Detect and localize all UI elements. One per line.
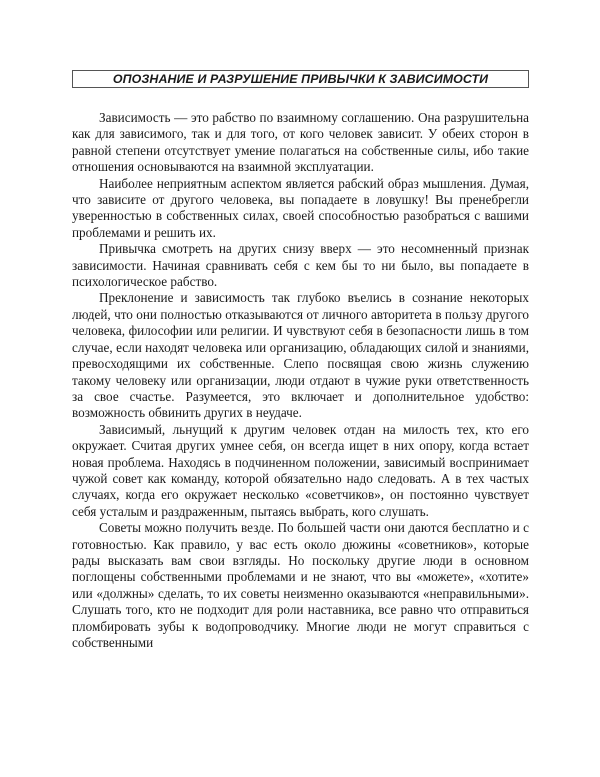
paragraph: Привычка смотреть на других снизу вверх — это несомненный признак зависимости. Начиная сравнивать себя с кем бы то ни было, вы попадаете в психологическое рабство. <box>72 241 529 290</box>
paragraph: Зависимость — это рабство по взаимному соглашению. Она разрушительна как для зависимого, так и для того, от кого человек зависит. У обеих сторон в равной степени отсутствует умение полагаться на собственные силы, ибо такие отношения основываются на взаимной эксплуатации. <box>72 110 529 175</box>
paragraph: Преклонение и зависимость так глубоко въелись в сознание некоторых людей, что они полностью отказываются от личного авторитета в пользу другого человека, философии или религии. И чувствуют себя в безопасности лишь в том случае, если находят человека или организацию, обладающих силой и знаниями, превосходящими их собственные. Слепо посвящая свою жизнь служению такому человеку или организации, люди отдают в чужие руки ответственность за свое счастье. Разумеется, это включает и дополнительное удобство: возможность обвинить других в неудаче. <box>72 290 529 421</box>
paragraph: Наиболее неприятным аспектом является рабский образ мышления. Думая, что зависите от другого человека, вы попадаете в ловушку! Вы пренебрегли уверенностью в собственных силах, своей способностью разобраться с вашими проблемами и решить их. <box>72 175 529 240</box>
chapter-title: ОПОЗНАНИЕ И РАЗРУШЕНИЕ ПРИВЫЧКИ К ЗАВИСИМОСТИ <box>72 70 529 88</box>
paragraph: Советы можно получить везде. По большей части они даются бесплатно и с готовностью. Как правило, у вас есть около дюжины «советников», которые рады высказать вам свои взгляды. Но поскольку другие люди в основном поглощены собственными проблемами и не знают, что вы «можете», «хотите» или «должны» сделать, то их советы неизменно оказываются «неправильными». Слушать того, кто не подходит для роли наставника, все равно что отправиться пломбировать зубы к водопроводчику. Многие люди не могут справиться с собственными <box>72 520 529 650</box>
body-text <box>72 110 529 770</box>
paragraph: Зависимый, льнущий к другим человек отдан на милость тех, кто его окружает. Считая других умнее себя, он всегда ищет в них опору, когда встает новая проблема. Находясь в подчиненном положении, зависимый воспринимает чужой совет как команду, которой обязательно надо следовать. А в тех частых случаях, когда его окружает несколько «советчиков», он постоянно чувствует себя усталым и раздраженным, пытаясь выбрать, кого слушать. <box>72 421 529 519</box>
